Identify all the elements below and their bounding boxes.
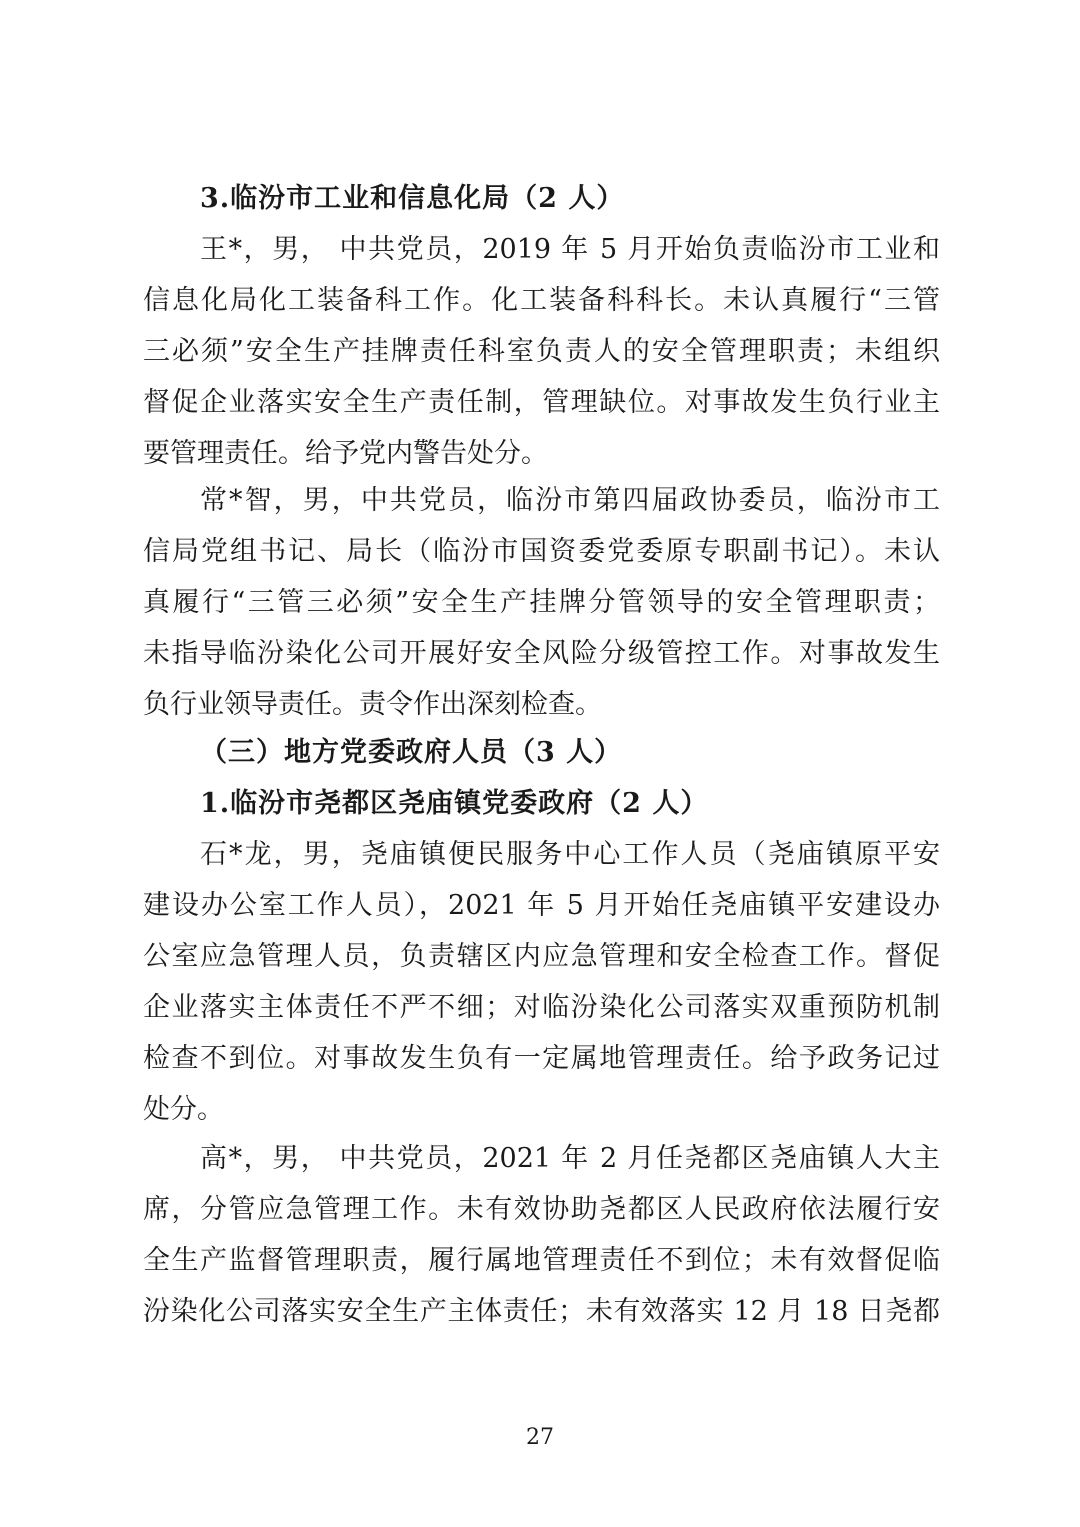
paragraph-line: 信局党组书记、局长（临汾市国资委党委原专职副书记）。未认 (143, 536, 940, 567)
paragraph-line: 三必须”安全生产挂牌责任科室负责人的安全管理职责；未组织 (143, 336, 940, 367)
page-number: 27 (526, 1425, 554, 1450)
section-heading-industry-bureau: 3.临汾市工业和信息化局（2 人） (200, 183, 625, 214)
section-heading-local-government: （三）地方党委政府人员（3 人） (200, 737, 623, 768)
paragraph-line: 信息化局化工装备科工作。化工装备科科长。未认真履行“三管 (143, 285, 940, 316)
paragraph-line: 石*龙，男，尧庙镇便民服务中心工作人员（尧庙镇原平安 (200, 839, 940, 870)
paragraph-line: 要管理责任。给予党内警告处分。 (143, 438, 548, 469)
paragraph-line: 未指导临汾染化公司开展好安全风险分级管控工作。对事故发生 (143, 638, 940, 669)
paragraph-line: 汾染化公司落实安全生产主体责任；未有效落实 12 月 18 日尧都 (143, 1296, 940, 1327)
paragraph-line: 企业落实主体责任不严不细；对临汾染化公司落实双重预防机制 (143, 992, 940, 1023)
paragraph-line: 处分。 (143, 1094, 224, 1125)
paragraph-line: 建设办公室工作人员），2021 年 5 月开始任尧庙镇平安建设办 (143, 890, 940, 921)
paragraph-line: 检查不到位。对事故发生负有一定属地管理责任。给予政务记过 (143, 1043, 940, 1074)
paragraph-line: 王*，男， 中共党员，2019 年 5 月开始负责临汾市工业和 (200, 234, 940, 265)
paragraph-line: 常*智，男，中共党员，临汾市第四届政协委员，临汾市工 (200, 485, 940, 516)
subsection-heading-yaomiao-town: 1.临汾市尧都区尧庙镇党委政府（2 人） (200, 788, 709, 819)
paragraph-line: 公室应急管理人员，负责辖区内应急管理和安全检查工作。督促 (143, 941, 940, 972)
paragraph-line: 高*，男， 中共党员，2021 年 2 月任尧都区尧庙镇人大主 (200, 1143, 940, 1174)
paragraph-line: 真履行“三管三必须”安全生产挂牌分管领导的安全管理职责； (143, 587, 940, 618)
paragraph-line: 全生产监督管理职责，履行属地管理责任不到位；未有效督促临 (143, 1245, 940, 1276)
paragraph-line: 席，分管应急管理工作。未有效协助尧都区人民政府依法履行安 (143, 1194, 940, 1225)
paragraph-line: 督促企业落实安全生产责任制，管理缺位。对事故发生负行业主 (143, 387, 940, 418)
paragraph-line: 负行业领导责任。责令作出深刻检查。 (143, 689, 602, 720)
